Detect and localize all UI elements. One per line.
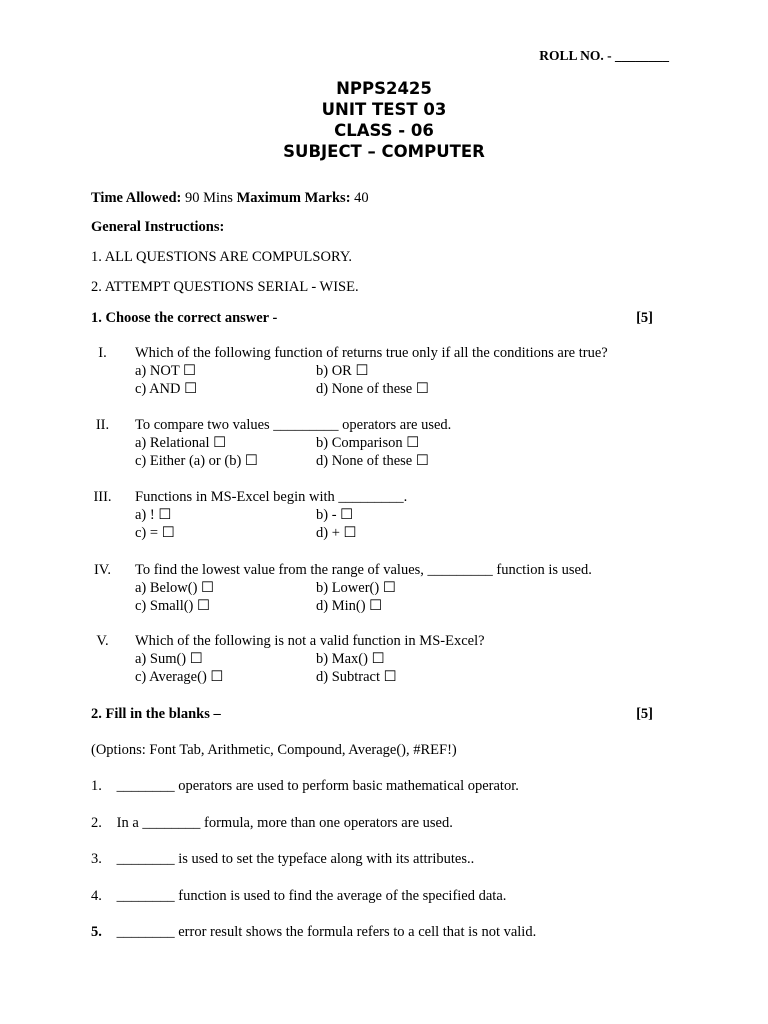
item-number: 4. <box>91 888 102 904</box>
option-d: d) None of these ☐ <box>316 453 429 469</box>
question-number: IV. <box>93 562 112 578</box>
option-c: c) AND ☐ <box>135 381 198 397</box>
instruction-2: 2. ATTEMPT QUESTIONS SERIAL - WISE. <box>91 279 359 295</box>
option-b: b) Comparison ☐ <box>316 435 420 451</box>
option-d: d) Subtract ☐ <box>316 669 397 685</box>
option-a: a) Below() ☐ <box>135 580 215 596</box>
item-text: ________ error result shows the formula refers to a cell that is not valid. <box>116 924 537 940</box>
class-name: CLASS - 06 <box>334 121 434 140</box>
option-b: b) OR ☐ <box>316 363 369 379</box>
option-c: c) Small() ☐ <box>135 598 211 614</box>
option-a: a) ! ☐ <box>135 507 172 523</box>
option-d: d) + ☐ <box>316 525 357 541</box>
roll-number: ROLL NO. - ________ <box>539 48 669 63</box>
item-text: In a ________ formula, more than one operators are used. <box>116 815 453 831</box>
subject-name: SUBJECT – COMPUTER <box>283 142 485 161</box>
fill-blank-item <box>91 778 519 795</box>
question-text: Functions in MS-Excel begin with _________. <box>135 489 408 505</box>
time-label: Time Allowed: <box>91 190 182 206</box>
item-number: 1. <box>91 778 102 794</box>
item-number: 5. <box>91 924 102 940</box>
fill-blank-item <box>91 888 506 905</box>
instructions-title: General Instructions: <box>91 219 225 235</box>
section-1-marks: [5] <box>636 310 653 326</box>
fill-blank-item <box>91 815 453 832</box>
exam-meta <box>91 190 369 207</box>
question-text: To find the lowest value from the range of values, _________ function is used. <box>135 562 592 578</box>
question-text: Which of the following function of returns true only if all the conditions are true? <box>135 345 608 361</box>
test-name: UNIT TEST 03 <box>321 100 447 119</box>
marks-value: 40 <box>354 190 369 206</box>
fill-blank-item <box>91 924 536 941</box>
question-number: II. <box>95 417 110 433</box>
option-d: d) Min() ☐ <box>316 598 383 614</box>
option-b: b) Max() ☐ <box>316 651 385 667</box>
section-2-marks: [5] <box>636 706 653 722</box>
item-text: ________ operators are used to perform basic mathematical operator. <box>116 778 519 794</box>
option-c: c) Average() ☐ <box>135 669 224 685</box>
time-value: 90 Mins <box>184 190 233 206</box>
question-number: III. <box>93 489 112 505</box>
section-2-title <box>91 706 653 723</box>
section-1-title <box>91 310 653 327</box>
item-number: 2. <box>91 815 102 831</box>
fill-blank-item <box>91 851 474 868</box>
option-b: b) Lower() ☐ <box>316 580 396 596</box>
option-a: a) NOT ☐ <box>135 363 197 379</box>
question-number: V. <box>96 633 109 649</box>
school-code: NPPS2425 <box>336 79 432 98</box>
instruction-1: 1. ALL QUESTIONS ARE COMPULSORY. <box>91 249 353 265</box>
item-text: ________ is used to set the typeface along with its attributes.. <box>116 851 475 867</box>
section-2-title-text: 2. Fill in the blanks – <box>91 706 221 722</box>
item-text: ________ function is used to find the average of the specified data. <box>116 888 507 904</box>
option-a: a) Relational ☐ <box>135 435 227 451</box>
option-d: d) None of these ☐ <box>316 381 429 397</box>
fill-options: (Options: Font Tab, Arithmetic, Compound, Average(), #REF!) <box>91 742 457 758</box>
marks-label: Maximum Marks: <box>236 190 351 206</box>
question-text: To compare two values _________ operators are used. <box>135 417 452 433</box>
option-b: b) - ☐ <box>316 507 354 523</box>
question-number: I. <box>98 345 107 361</box>
section-1-title-text: 1. Choose the correct answer - <box>91 310 278 326</box>
option-c: c) Either (a) or (b) ☐ <box>135 453 258 469</box>
option-c: c) = ☐ <box>135 525 175 541</box>
item-number: 3. <box>91 851 102 867</box>
question-text: Which of the following is not a valid function in MS-Excel? <box>135 633 485 649</box>
exam-header <box>0 78 768 162</box>
option-a: a) Sum() ☐ <box>135 651 203 667</box>
